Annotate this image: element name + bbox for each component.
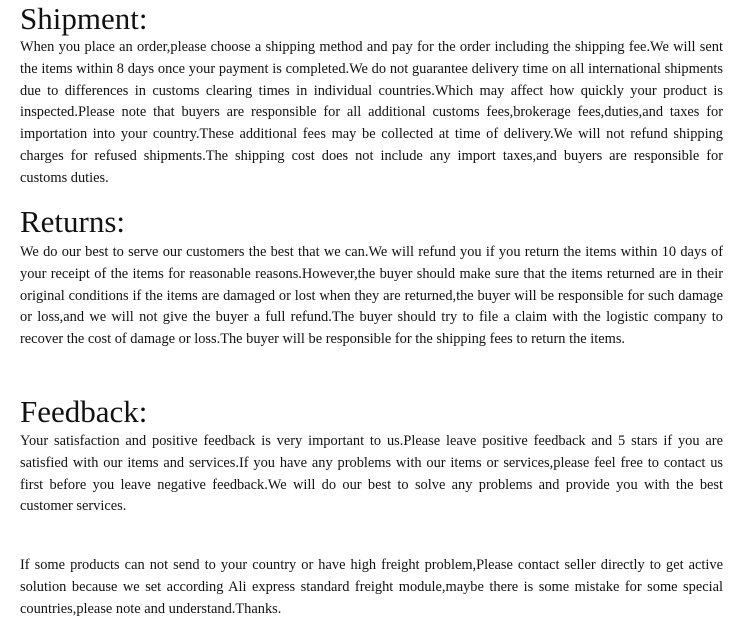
returns-heading: Returns: [20, 204, 126, 239]
feedback-section [20, 395, 723, 518]
shipment-section [20, 2, 723, 190]
returns-body: We do our best to serve our customers the best that we can.We will refund you if you return the items within 10 days of your receipt of the items for reasonable reasons.However,the buyer should make sure that the items returned are in their original conditions if the items are damaged or lost when they are returned,the buyer will be responsible for such damage or loss,and we will not give the buyer a full refund.The buyer should try to file a claim with the logistic company to recover the cost of damage or loss.The buyer will be responsible for the shipping fees to return the items. [20, 244, 723, 348]
feedback-heading: Feedback: [20, 394, 148, 429]
shipment-body: When you place an order,please choose a shipping method and pay for the order including the shipping fee.We will sent the items within 8 days once your payment is completed.We do not guarantee delivery time on all international shipments due to differences in customs clearing times in individual countries.Which may affect how quickly your product is inspected.Please note that buyers are responsible for all additional customs fees,brokerage fees,duties,and taxes for importation into your country.These additional fees may be collected at time of delivery.We will not refund shipping charges for refused shipments.The shipping cost does not include any import taxes,and buyers are responsible for customs duties. [20, 39, 723, 186]
returns-section [20, 205, 723, 351]
shipping-note-body: If some products can not send to your country or have high freight problem,Please contact seller directly to get active solution because we set according Ali express standard freight module,maybe there is some mistake for some special countries,please note and understand.Thanks. [20, 557, 723, 617]
shipment-heading: Shipment: [20, 1, 148, 36]
shipping-note-section [20, 555, 723, 620]
feedback-body: Your satisfaction and positive feedback is very important to us.Please leave positive feedback and 5 stars if you are satisfied with our items and services.If you have any problems with our items or services,please feel free to contact us first before you leave negative feedback.We will do our best to solve any problems and provide you with the best customer services. [20, 433, 723, 515]
